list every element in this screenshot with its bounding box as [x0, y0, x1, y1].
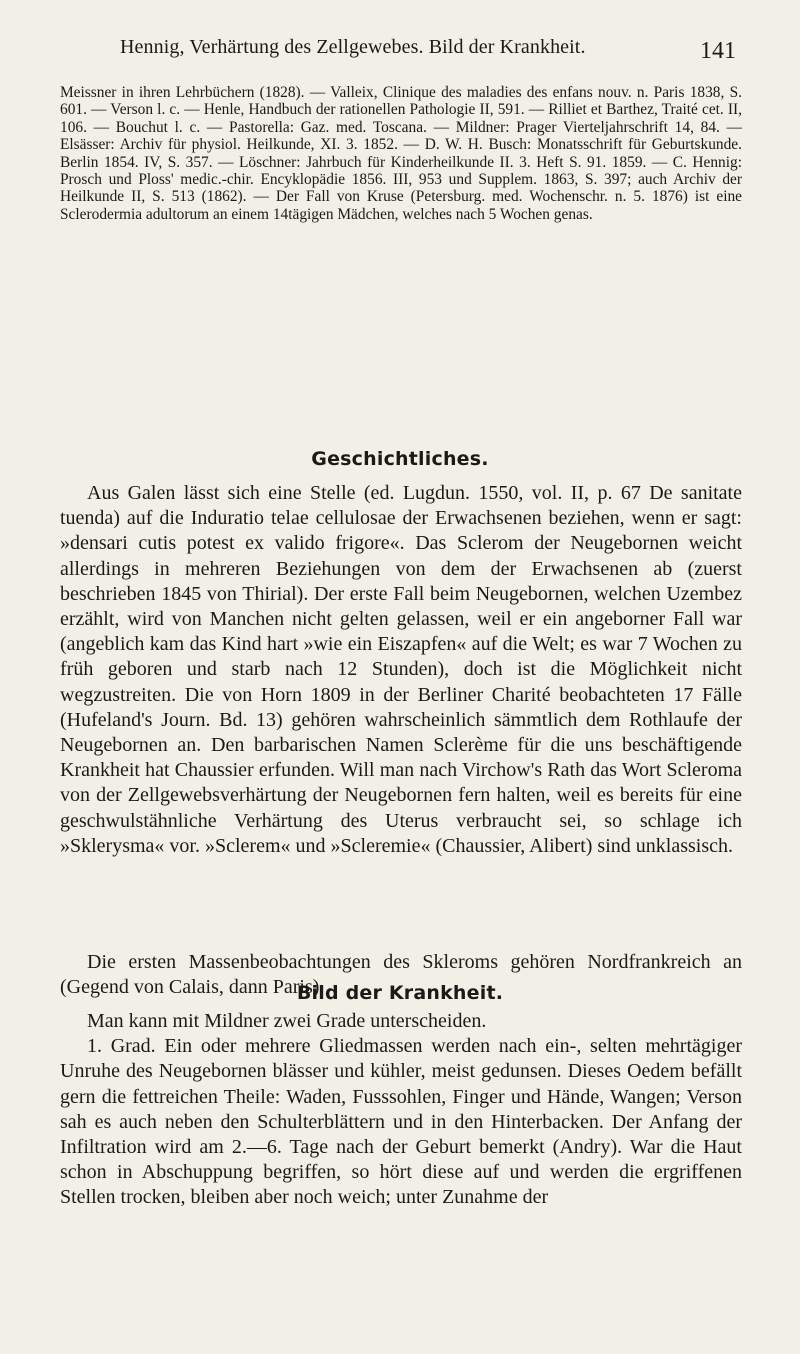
running-header — [62, 34, 740, 70]
page-number: 141 — [700, 38, 736, 64]
history-paragraph-block — [60, 481, 742, 859]
clinical-paragraph: 1. Grad. Ein oder mehrere Gliedmassen werden nach ein-, selten mehrtägiger Unruhe des Neugebornen blässer und kühler, meist gedunsen. Dieses Oedem befällt gern die fettreichen Theile: Waden, Fusssohlen, Finger und Hände, Wangen; Verson sah es auch neben den Schulterblättern und in den Hinterbacken. Der Anfang der Infiltration wird am 2.—6. Tage nach der Geburt bemerkt (Andry). War die Haut schon in Abschuppung begriffen, so hört diese auf und werden die ergriffenen Stellen trocken, bleiben aber noch weich; unter Zunahme der — [60, 1035, 742, 1209]
running-title: Hennig, Verhärtung des Zellgewebes. Bild der Krankheit. — [120, 36, 586, 58]
history-paragraph: Die ersten Massenbeobachtungen des Skleroms gehören Nordfrankreich an (Gegend von Calais, dann Paris). — [60, 951, 742, 999]
clinical-paragraph: Man kann mit Mildner zwei Grade unterscheiden. — [87, 1010, 487, 1032]
history-paragraph: Aus Galen lässt sich eine Stelle (ed. Lugdun. 1550, vol. II, p. 67 De sanitate tuenda) auf die Induratio telae cellulosae der Erwachsenen beziehen, wenn er sagt: »densari cutis potest ex valido frigore«. Das Sclerom der Neugebornen weicht allerdings in mehreren Beziehungen von dem der Erwachsenen ab (zuerst beschrieben 1845 von Thirial). Der erste Fall beim Neugebornen, welchen Uzembez erzählt, wird von Manchen nicht gelten gelassen, weil er ein angeborner Fall war (angeblich kam das Kind hart »wie ein Eiszapfen« auf die Welt; es war 7 Wochen zu früh geboren und starb nach 12 Stunden), doch ist die Möglichkeit nicht wegzustreiten. Die von Horn 1809 in der Berliner Charité beobachteten 17 Fälle (Hufeland's Journ. Bd. 13) gehören wahrscheinlich sämmtlich dem Rothlaufe der Neugebornen an. Den barbarischen Namen Sclerème für die uns beschäftigende Krankheit hat Chaussier erfunden. Will man nach Virchow's Rath das Wort Scleroma von der Zellgewebsverhärtung der Neugebornen fern halten, weil es bereits für eine geschwulstähnliche Verhärtung des Uterus verbraucht sei, so schlage ich »Sklerysma« vor. »Sclerem« und »Scleremie« (Chaussier, Alibert) sind unklassisch. — [60, 482, 742, 857]
literature-references: Meissner in ihren Lehrbüchern (1828). — Valleix, Clinique des maladies des enfans nouv. n. Paris 1838, S. 601. — Verson l. c. — Henle, Handbuch der rationellen Pathologie II, 591. — Rilliet et Barthez, Traité cet. II, 106. — Bouchut l. c. — Pastorella: Gaz. med. Toscana. — Mildner: Prager Vierteljahrschrift 14, 84. — Elsässer: Archiv für physiol. Heilkunde, XI. 3. 1852. — D. W. H. Busch: Monatsschrift für Geburtskunde. Berlin 1854. IV, S. 357. — Löschner: Jahrbuch für Kinderheilkunde II. 3. Heft S. 91. 1859. — C. Hennig: Prosch und Ploss' medic.-chir. Encyklopädie 1856. III, 953 und Supplem. 1863, S. 397; auch Archiv der Heilkunde II, S. 513 (1862). — Der Fall von Kruse (Petersburg. med. Wochenschr. n. 5. 1876) ist eine Sclerodermia adultorum an einem 14tägigen Mädchen, welches nach 5 Wochen genas. — [60, 84, 742, 223]
section-heading-clinical-picture: Bild der Krankheit. — [296, 982, 504, 1004]
section-heading-history: Geschichtliches. — [311, 448, 489, 470]
clinical-paragraph-block — [60, 1009, 742, 1211]
